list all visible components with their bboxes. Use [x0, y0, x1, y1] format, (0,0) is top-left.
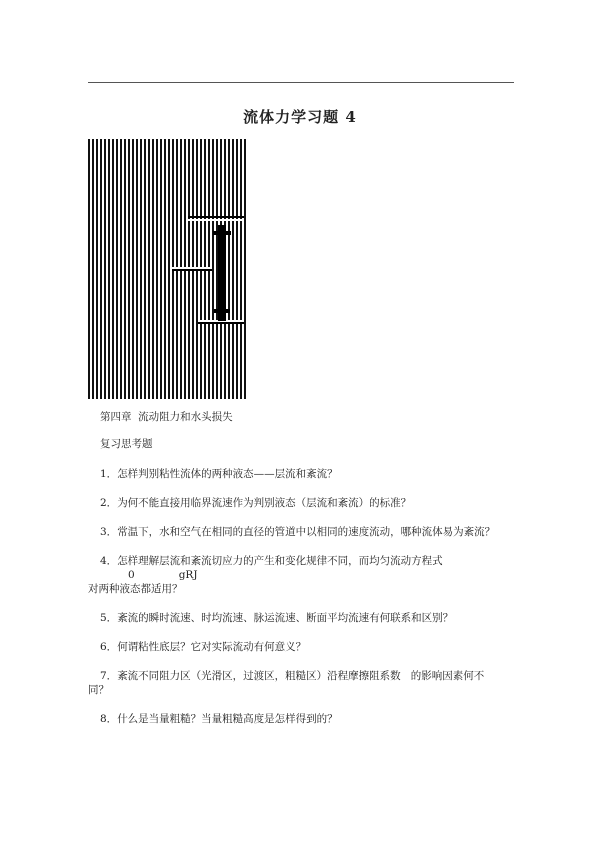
question-number: 6． — [100, 641, 118, 653]
question-number: 3． — [100, 526, 118, 538]
question-4 — [88, 554, 518, 596]
question-number: 5． — [100, 612, 118, 624]
question-text: 何谓粘性底层？它对实际流动有何意义？ — [117, 641, 307, 653]
question-number: 1． — [100, 468, 118, 480]
figure-overlay — [88, 139, 247, 399]
section-heading: 复习思考题 — [100, 438, 153, 450]
formula-tau-zero: 0 — [128, 569, 135, 581]
question-number: 8． — [100, 713, 118, 725]
exercise-text — [88, 410, 518, 741]
question-text-continued: 同？ — [88, 684, 109, 696]
question-6 — [100, 640, 518, 654]
formula-gRJ: gRJ — [178, 569, 198, 581]
page-title: 流体力学习题 4 — [243, 108, 357, 126]
question-1 — [100, 467, 518, 481]
question-2 — [100, 496, 518, 510]
striped-figure-image — [88, 139, 247, 399]
question-number: 2． — [100, 497, 118, 509]
question-text: 紊流的瞬时流速、时均流速、脉运流速、断面平均流速有何联系和区别？ — [117, 612, 454, 624]
question-text: 怎样判别粘性流体的两种液态——层流和紊流？ — [117, 468, 338, 480]
top-divider — [88, 82, 514, 83]
question-text: 怎样理解层流和紊流切应力的产生和变化规律不同，而均匀流动方程式 — [117, 555, 443, 567]
question-number: 4． — [100, 555, 118, 567]
question-5 — [100, 611, 518, 625]
question-text: 为何不能直接用临界流速作为判别液态（层流和紊流）的标准？ — [117, 497, 412, 509]
question-number: 7． — [100, 670, 118, 682]
question-8 — [100, 712, 518, 726]
question-text: 紊流不同阻力区（光滑区，过渡区，粗糙区）沿程摩擦阻系数 的影响因素何不 — [117, 670, 485, 682]
question-text: 常温下，水和空气在相同的直径的管道中以相同的速度流动，哪种流体易为紊流？ — [117, 526, 496, 538]
question-text-continued: 对两种液态都适用？ — [88, 583, 183, 595]
question-3 — [100, 525, 518, 539]
question-text: 什么是当量粗糙？当量粗糙高度是怎样得到的？ — [117, 713, 338, 725]
question-7 — [88, 669, 518, 697]
chapter-heading: 第四章 流动阻力和水头损失 — [100, 411, 233, 423]
